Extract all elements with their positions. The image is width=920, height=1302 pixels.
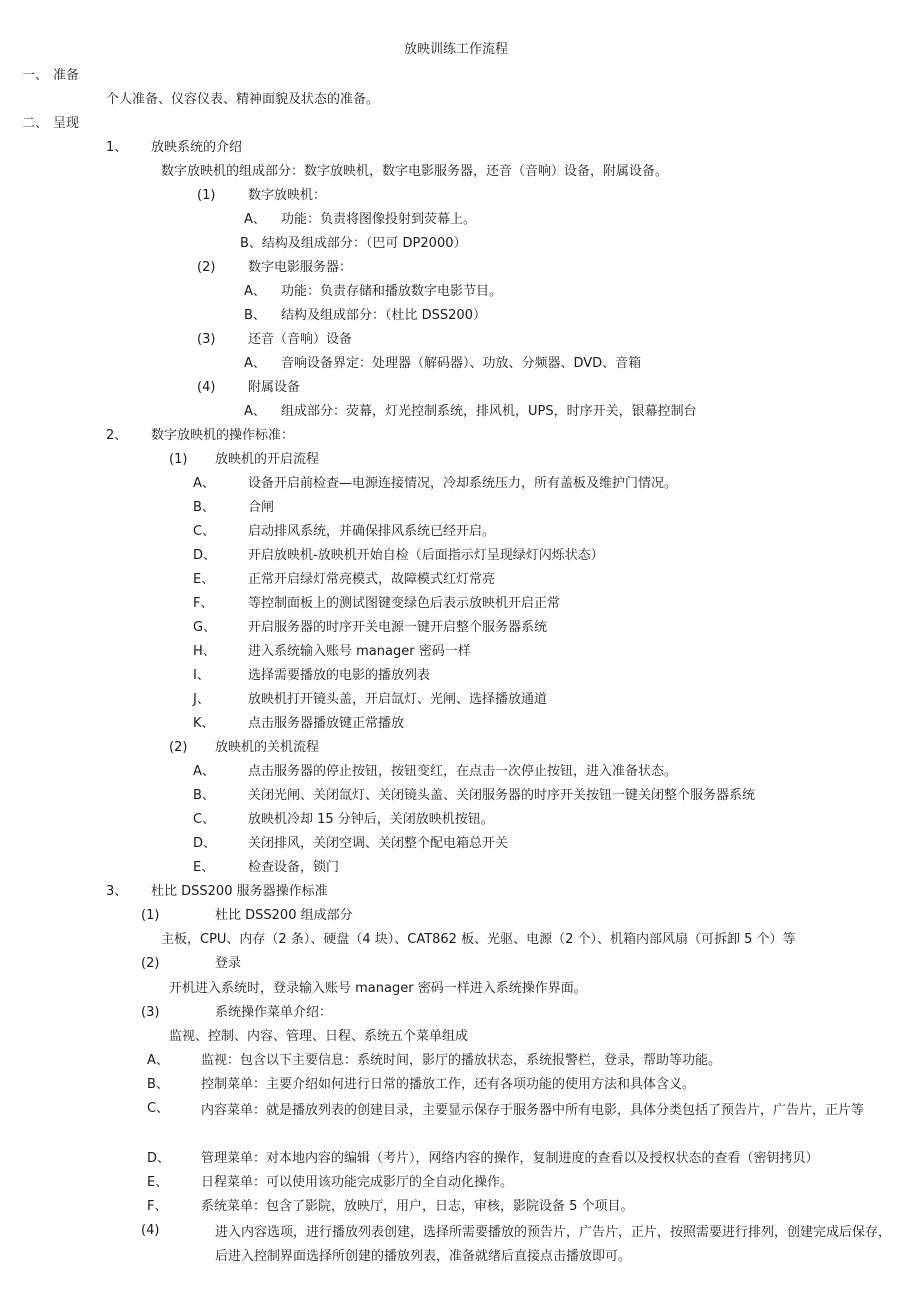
item-heading: 数字放映机的操作标准： [151, 428, 295, 443]
list-text: 选择需要播放的电影的播放列表 [248, 668, 431, 683]
sub-heading: 数字电影服务器： [248, 260, 353, 275]
sub-number: (3) [197, 332, 216, 347]
list-letter: E、 [193, 572, 215, 587]
item-heading: 杜比 DSS200 服务器操作标准 [151, 884, 328, 899]
list-letter: I、 [193, 668, 210, 683]
list-text: 功能：负责存储和播放数字电影节目。 [281, 284, 503, 299]
list-letter: B、 [244, 308, 266, 323]
list-letter: E、 [147, 1175, 169, 1190]
sub-number: (2) [197, 260, 216, 275]
list-text: 日程菜单：可以使用该功能完成影厅的全自动化操作。 [201, 1175, 514, 1190]
item-number: 2、 [106, 428, 128, 443]
list-letter: K、 [193, 716, 215, 731]
section-number: 二、 [22, 116, 49, 131]
list-text: 关闭排风，关闭空调、关闭整个配电箱总开关 [248, 836, 509, 851]
list-letter: J、 [193, 692, 210, 707]
sub-number: (2) [141, 956, 160, 971]
sub-number: (2) [169, 740, 188, 755]
list-text: 正常开启绿灯常亮模式，故障模式红灯常亮 [248, 572, 496, 587]
section-heading: 呈现 [53, 116, 80, 131]
list-letter: C、 [193, 524, 216, 539]
body-text: 监视、控制、内容、管理、日程、系统五个菜单组成 [169, 1029, 469, 1044]
list-text: 关闭光闸、关闭氙灯、关闭镜头盖、关闭服务器的时序开关按钮一键关闭整个服务器系统 [248, 788, 756, 803]
section-number: 一、 [22, 68, 49, 83]
list-text: 管理菜单：对本地内容的编辑（考片），网络内容的操作，复制进度的查看以及授权状态的查看（密钥拷贝） [201, 1151, 819, 1166]
list-letter: A、 [193, 764, 215, 779]
list-letter: D、 [193, 836, 217, 851]
sub-number: (1) [197, 188, 216, 203]
body-text: 个人准备、仪容仪表、精神面貌及状态的准备。 [106, 92, 380, 107]
list-text: 组成部分：荧幕，灯光控制系统，排风机，UPS，时序开关，银幕控制台 [281, 404, 697, 419]
item-heading: 放映系统的介绍 [151, 140, 243, 155]
sub-heading: 还音（音响）设备 [248, 332, 353, 347]
list-text: 放映机打开镜头盖，开启氙灯、光闸、选择播放通道 [248, 692, 548, 707]
list-text: 放映机冷却 15 分钟后，关闭放映机按钮。 [248, 812, 494, 827]
list-letter: F、 [147, 1199, 168, 1214]
list-text: 开启放映机-放映机开始自检（后面指示灯呈现绿灯闪烁状态） [248, 548, 604, 563]
list-text: 结构及组成部分：（杜比 DSS200） [281, 308, 486, 323]
list-letter: A、 [244, 404, 266, 419]
list-letter: F、 [193, 596, 214, 611]
list-letter: A、 [244, 212, 266, 227]
body-text: 数字放映机的组成部分：数字放映机，数字电影服务器，还音（音响）设备，附属设备。 [161, 164, 669, 179]
list-letter: E、 [193, 860, 215, 875]
list-letter: A、 [244, 284, 266, 299]
section-heading: 准备 [53, 68, 80, 83]
body-text: 进入内容选项，进行播放列表创建，选择所需要播放的预告片，广告片，正片，按照需要进行排列，创建完成后保存，后进入控制界面选择所创建的播放列表，准备就绪后直接点击播放即可。 [215, 1225, 892, 1264]
list-text: 监视：包含以下主要信息：系统时间，影厅的播放状态，系统报警栏，登录，帮助等功能。 [201, 1053, 722, 1068]
list-text: 进入系统输入账号 manager 密码一样 [248, 644, 471, 659]
sub-number: (1) [169, 452, 188, 467]
list-text: 合闸 [248, 500, 275, 515]
list-letter: B、 [193, 500, 215, 515]
list-letter: C、 [193, 812, 216, 827]
sub-number: (4) [197, 380, 216, 395]
sub-number: (4) [141, 1223, 160, 1238]
sub-heading: 数字放映机： [248, 188, 327, 203]
list-text: 内容菜单：就是播放列表的创建目录，主要显示保存于服务器中所有电影，具体分类包括了预告片，广告片，正片等 [201, 1103, 865, 1118]
sub-heading: 放映机的关机流程 [215, 740, 320, 755]
sub-heading: 系统操作菜单介绍： [215, 1005, 333, 1020]
list-text: B、结构及组成部分：（巴可 DP2000） [240, 236, 467, 251]
sub-heading: 附属设备 [248, 380, 301, 395]
list-letter: D、 [193, 548, 217, 563]
list-text: 控制菜单：主要介绍如何进行日常的播放工作，还有各项功能的使用方法和具体含义。 [201, 1077, 696, 1092]
list-letter: A、 [147, 1053, 169, 1068]
list-text: 功能：负责将图像投射到荧幕上。 [281, 212, 477, 227]
list-text: 开启服务器的时序开关电源一键开启整个服务器系统 [248, 620, 548, 635]
item-number: 3、 [106, 884, 128, 899]
list-letter: B、 [147, 1077, 169, 1092]
list-text: 等控制面板上的测试图键变绿色后表示放映机开启正常 [248, 596, 561, 611]
list-text: 启动排风系统，并确保排风系统已经开启。 [248, 524, 496, 539]
list-letter: C、 [147, 1101, 170, 1116]
list-letter: A、 [193, 476, 215, 491]
list-text: 音响设备界定：处理器（解码器）、功放、分频器、DVD、音箱 [281, 356, 642, 371]
body-text: 开机进入系统时，登录输入账号 manager 密码一样进入系统操作界面。 [169, 981, 587, 996]
sub-heading: 登录 [215, 956, 242, 971]
sub-heading: 杜比 DSS200 组成部分 [215, 908, 353, 923]
list-letter: D、 [147, 1151, 171, 1166]
list-letter: B、 [193, 788, 215, 803]
list-text: 检查设备，锁门 [248, 860, 340, 875]
list-letter: A、 [244, 356, 266, 371]
page-title: 放映训练工作流程 [404, 42, 509, 57]
list-text: 点击服务器播放键正常播放 [248, 716, 405, 731]
sub-heading: 放映机的开启流程 [215, 452, 320, 467]
list-text: 设备开启前检查—电源连接情况，冷却系统压力，所有盖板及维护门情况。 [248, 476, 678, 491]
list-letter: H、 [193, 644, 216, 659]
body-text: 主板，CPU、内存（2 条）、硬盘（4 块）、CAT862 板、光驱、电源（2 个）、机箱内部风扇（可拆卸 5 个）等 [161, 932, 796, 947]
sub-number: (3) [141, 1005, 160, 1020]
item-number: 1、 [106, 140, 128, 155]
list-text: 点击服务器的停止按钮，按钮变红，在点击一次停止按钮，进入准备状态。 [248, 764, 678, 779]
sub-number: (1) [141, 908, 160, 923]
list-letter: G、 [193, 620, 217, 635]
list-text: 系统菜单：包含了影院，放映厅，用户，日志，审核，影院设备 5 个项目。 [201, 1199, 634, 1214]
